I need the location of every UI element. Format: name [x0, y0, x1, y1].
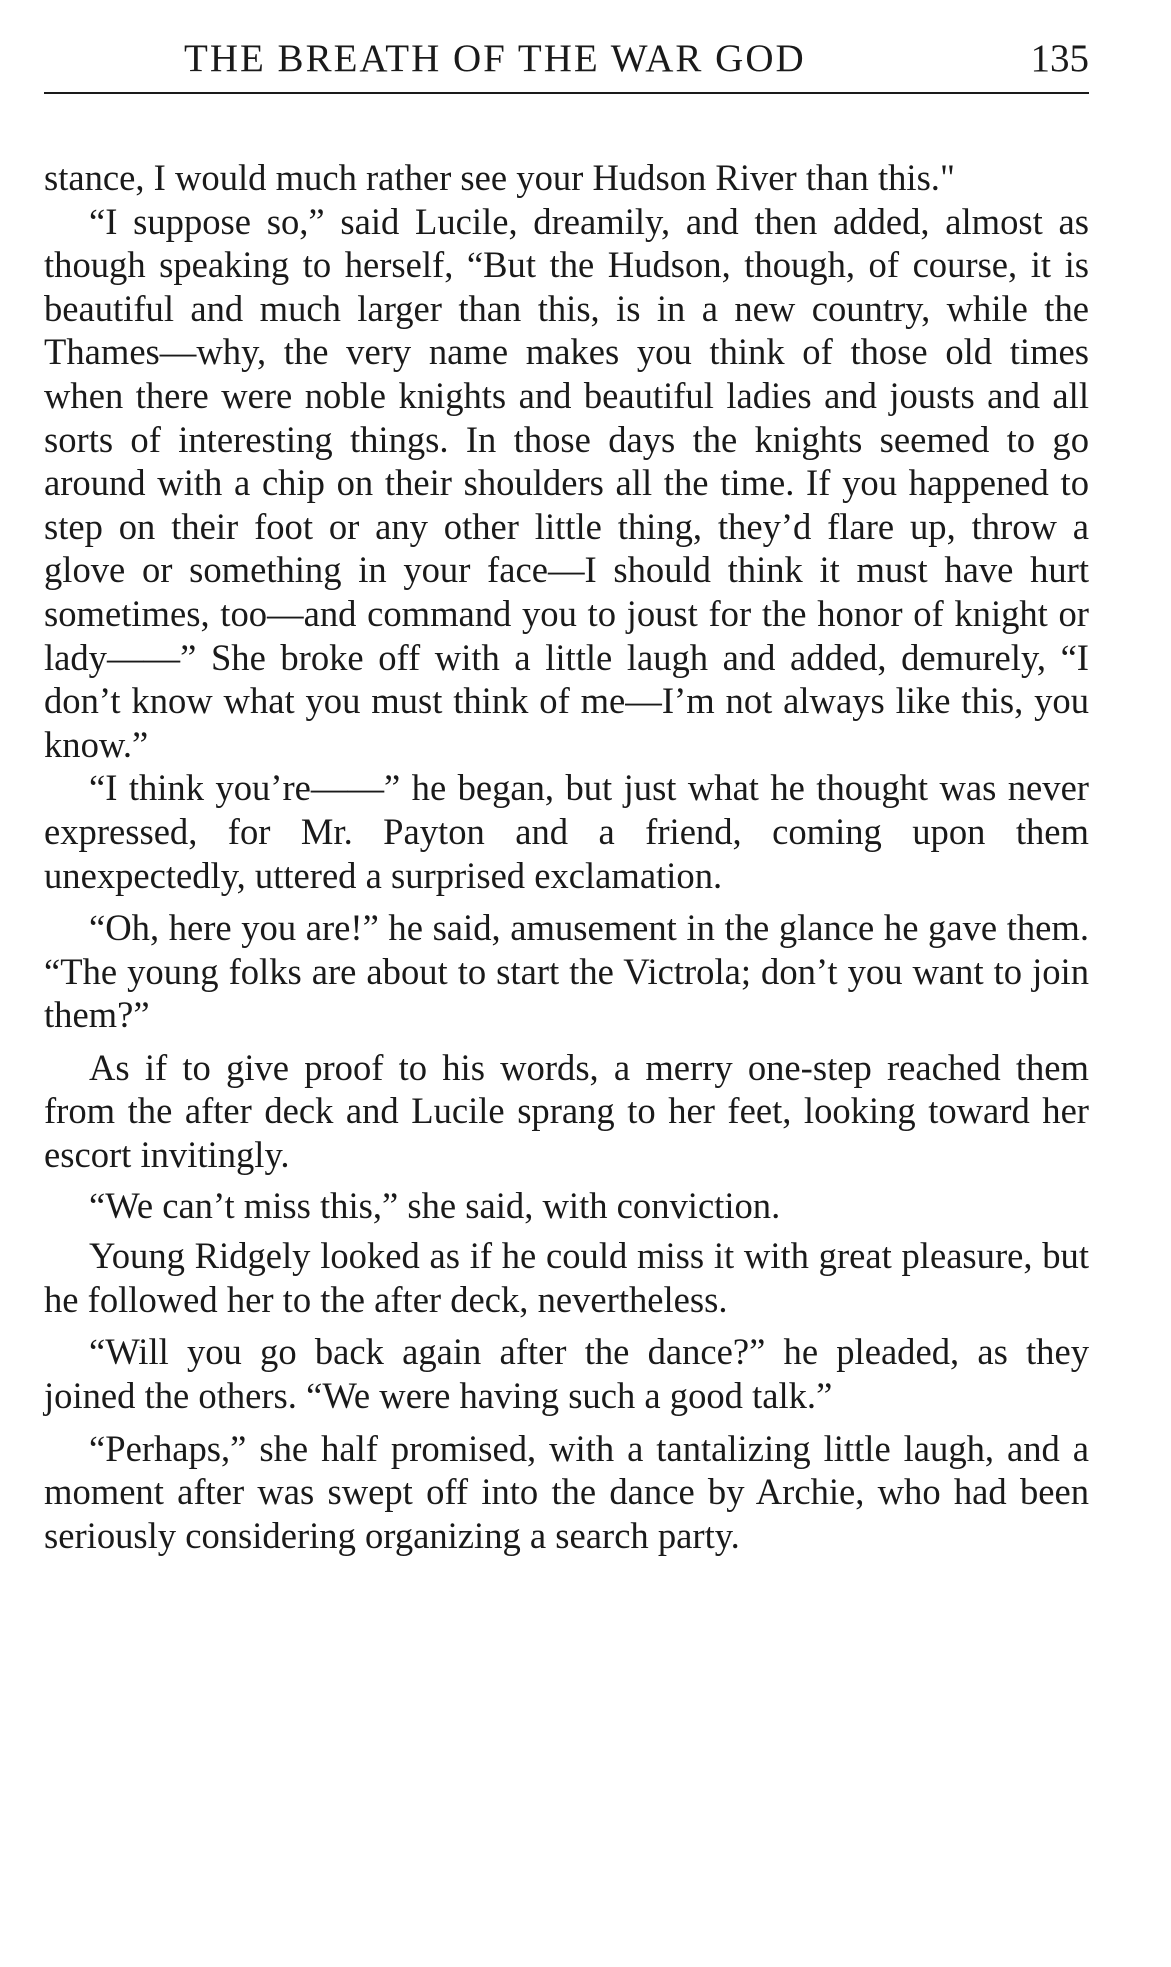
- paragraph: “I suppose so,” said Lucile, dreamily, and then added, almost as though speaking to herself, “But the Hudson, though, of course, it is beautiful and much larger than this, is in a new country, while the Thames—why, the very name makes you think of those old times when there were noble knights and beautiful ladies and jousts and all sorts of interesting things. In those days the knights seemed to go around with a chip on their shoulders all the time. If you happened to step on their foot or any other little thing, they’d flare up, throw a glove or something in your face—I should think it must have hurt sometimes, too—and command you to joust for the honor of knight or lady——” She broke off with a little laugh and added, demurely, “I don’t know what you must think of me—I’m not always like this, you know.”: [44, 200, 1089, 765]
- book-page: [44, 30, 1089, 1930]
- paragraph: “We can’t miss this,” she said, with conviction.: [89, 1184, 781, 1226]
- running-head: [44, 30, 1089, 94]
- paragraph: As if to give proof to his words, a merry one-step reached them from the after deck and Lucile sprang to her feet, looking toward her escort invitingly.: [44, 1046, 1089, 1176]
- paragraph: “Will you go back again after the dance?” he pleaded, as they joined the others. “We were having such a good talk.”: [44, 1331, 1089, 1417]
- running-title: THE BREATH OF THE WAR GOD: [184, 37, 806, 80]
- body-text: [44, 156, 1089, 1557]
- paragraph: “Perhaps,” she half promised, with a tantalizing little laugh, and a moment after was swept off into the dance by Archie, who had been seriously considering organizing a search party.: [44, 1427, 1089, 1556]
- paragraph: stance, I would much rather see your Hudson River than this.": [44, 157, 955, 198]
- paragraph: “I think you’re——” he began, but just what he thought was never expressed, for Mr. Payton and a friend, coming upon them unexpectedly, uttered a surprised exclamation.: [44, 767, 1089, 896]
- paragraph: Young Ridgely looked as if he could miss it with great pleasure, but he followed her to the after deck, nevertheless.: [44, 1235, 1089, 1320]
- page-number: 135: [1030, 37, 1089, 80]
- paragraph: “Oh, here you are!” he said, amusement in the glance he gave them. “The young folks are about to start the Victrola; don’t you want to join them?”: [44, 907, 1089, 1036]
